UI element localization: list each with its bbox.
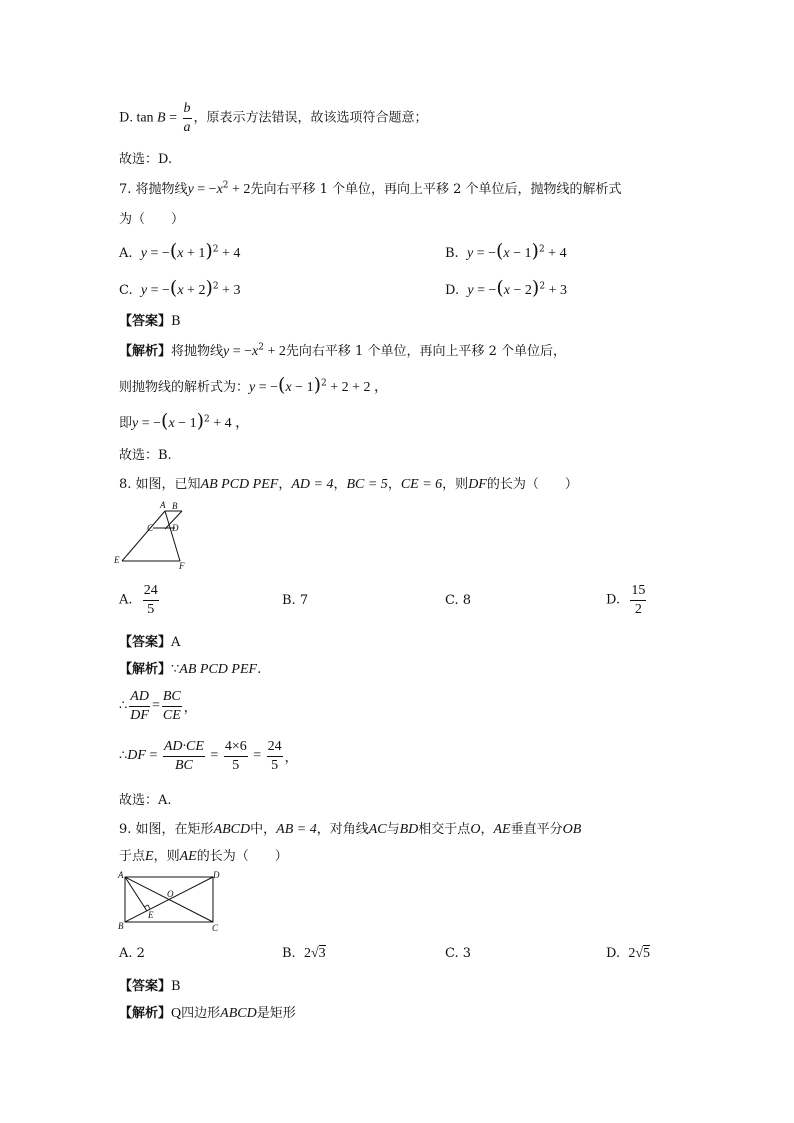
answer-tag: 【答案】 [119,635,172,650]
therefore-symbol: ∴ [119,748,128,764]
option-label: D. [606,592,621,608]
q8-option-b [282,593,308,608]
q8-answer [119,631,180,650]
answer-value: B [171,314,181,329]
answer-tag: 【答案】 [119,979,172,994]
q9-abcd: ABCD [220,1006,257,1021]
analysis-tag: 【解析】 [119,1006,172,1021]
label-d: D [172,523,179,533]
label-e: E [148,910,154,920]
label-a: A [160,500,166,510]
option-value: 3 [462,946,472,961]
q9-analysis-line1 [119,1002,296,1022]
answer-tag: 【答案】 [119,314,172,329]
label-c: C [147,523,154,533]
q9-ab: AB = 4 [276,822,317,837]
option-label: D. [606,946,621,961]
q8-stem: 8. 如图，已知AB PCD PEF，AD = 4，BC = 5，CE = 6，则DF的长为（ ） [119,477,578,492]
q7-analysis-line1: 【解析】将抛物线$y = -x^2 + 2$先向右平移 1 个单位，再向上平移 2 个单位后， [119,342,566,359]
q9-number: 9. [119,822,132,837]
fraction-4x6-5: $\frac{4\times 6}{5}$ [224,739,247,773]
option-label: A. [119,946,133,961]
option-value: 2 [136,946,145,961]
fraction [630,582,646,618]
q8-text-d: 的长为（ ） [486,477,578,492]
q8-text-a: 如图，已知 [135,477,201,492]
segment-af [165,511,180,561]
option-label: C. [119,283,133,298]
q9-stem-line2 [119,845,288,865]
q9-stem-line1 [119,818,581,838]
q9-o: O [470,822,481,837]
q7-analysis-line3: 即$y = -(x - 1)^2 + 4$ ， [119,410,250,432]
q8-figure [112,498,197,570]
q7-stem-line1: 7. 将抛物线$y = -x^2 + 2$先向右平移 1 个单位，再向上平移 2 个单位后，抛物线的解析式 [119,180,622,197]
option-label: B. [282,593,296,608]
label-c: C [212,923,219,933]
q9-ae: AE [493,822,511,837]
fraction [143,582,159,618]
q7-choice: 故选：B. [119,448,172,463]
fraction-bc-ce: $\frac{BC}{CE}$ [162,689,181,723]
fraction-ad-ce-bc: $\frac{AD\cdot CE}{BC}$ [163,739,204,773]
label-f: F [179,561,185,570]
q8-analysis-line1: 【解析】∵AB PCD PEF. [119,662,262,677]
q9-text-b: 中， [250,822,277,837]
q8-analysis-line3: ∴DF = $\frac{AD\cdot CE}{BC}$ = $\frac{4\times 6}{5}$ = $\frac{24}{5}$ ， [119,739,298,773]
numerator: 15 [630,582,646,601]
denominator: 5 [147,601,155,617]
q9-text-f: ， [480,822,494,837]
q8-analysis-line2: ∴ $\frac{AD}{DF}$ = $\frac{BC}{CE}$ ， [119,689,197,723]
option-label: A. [119,246,133,261]
q9-text-c: ，对角线 [316,822,369,837]
q9-text-i: ，则 [153,849,180,864]
fraction-ad-df: $\frac{AD}{DF}$ [130,689,149,723]
option-d-text: ，原表示方法错误，故该选项符合题意； [193,110,428,126]
denominator: 2 [634,601,642,617]
therefore-symbol: ∴ [119,698,128,714]
q9-option-b: B. 2√3 [282,946,326,961]
q9-text-e: 相交于点 [418,822,471,837]
q9-text-j: 的长为（ ） [196,849,288,864]
because-glyph: Q [171,1006,182,1021]
q7-option-d: D. $y = -(x - 2)^2 + 3$ [445,277,567,299]
q9-text-d: 与 [386,822,400,837]
option-label: C. [445,593,459,608]
option-label: B. [445,246,459,261]
option-value: 8 [462,593,472,608]
q9-text-g: 垂直平分 [510,822,563,837]
q8-df: DF [468,477,487,492]
q7-analysis-line2: 则抛物线的解析式为：$y = -(x - 1)^2 + 2 + 2$ ， [119,374,389,396]
q8-ad: AD = 4 [291,477,334,492]
analysis-text: 即 [119,416,133,431]
radicand: 3 [318,946,326,961]
label-b: B [118,921,124,931]
label-d: D [213,870,220,880]
analysis-tag: 【解析】 [119,662,172,677]
q7-option-b: B. $y = -(x - 1)^2 + 4$ [445,240,567,262]
q9-abcd: ABCD [213,822,251,837]
q8-choice: 故选：A. [119,793,172,808]
because-symbol: ∵ [171,662,180,677]
fraction-b-over-a: $\frac{b}{a}$ [183,101,191,135]
option-label: C. [445,946,459,961]
analysis-text: 将抛物线 [171,344,224,359]
q7-option-a: A. $y = -(x + 1)^2 + 4$ [119,240,241,262]
q8-number: 8. [119,477,132,492]
option-label: D [119,110,130,126]
fraction-24-5: $\frac{24}{5}$ [267,739,282,773]
q8-sep: ， [278,477,292,492]
radicand: 5 [643,946,651,961]
q7-option-c: C. $y = -(x + 2)^2 + 3$ [119,277,241,299]
q8-text-c: ，则 [442,477,469,492]
q9-option-a [119,946,145,961]
q9-answer [119,975,181,994]
q9-ac: AC [368,822,387,837]
option-label: A. [119,592,133,608]
q9-figure [114,869,226,933]
q8-option-d [606,582,648,618]
q8-parallel-condition: AB PCD PEF [179,662,258,677]
option-label: B. [282,946,296,961]
q9-ae: AE [179,849,197,864]
q7-stem-line2: 为（ ） [119,212,185,227]
q9-ob: OB [562,822,582,837]
q9-bd: BD [399,822,419,837]
answer-value: B [171,979,181,994]
q7-text-b: 先向右平移 1 个单位，再向上平移 2 个单位后，抛物线的解析式 [250,182,622,197]
option-label: D. [445,283,460,298]
q9-option-d: D. 2√5 [606,946,651,961]
q9-text-h: 于点 [119,849,146,864]
segment-ae [122,511,165,561]
q9-text-a: 如图，在矩形 [135,822,214,837]
q8-bc: BC = 5 [346,477,388,492]
q7-answer [119,310,181,329]
radical-coefficient: 2 [628,946,636,961]
q7-number: 7. [119,182,132,197]
answer-value: A [171,635,181,650]
analysis-text: 则抛物线的解析式为： [119,380,250,395]
label-o: O [167,889,174,899]
numerator: 24 [143,582,159,601]
analysis-text-b: 先向右平移 1 个单位，再向上平移 2 个单位后， [285,344,566,359]
radical-coefficient: 2 [303,946,311,961]
analysis-text: 四边形 [181,1006,221,1021]
analysis-text-b: 是矩形 [256,1006,296,1021]
q9-e: E [145,849,154,864]
q8-option-c [445,593,471,608]
label-a: A [118,870,124,880]
q6-choice: 故选：D. [119,152,173,167]
q8-parallel-condition: AB PCD PEF [200,477,279,492]
option-value: 7 [299,593,309,608]
option-d-tanb-line: D. tan B = $\frac{b}{a}$ ，原表示方法错误，故该选项符合题意； [119,101,428,135]
q8-ce: CE = 6 [400,477,443,492]
q7-text-a: 将抛物线 [135,182,188,197]
analysis-tag: 【解析】 [119,344,172,359]
label-b: B [172,501,178,511]
q8-option-a [119,582,161,618]
label-e: E [114,555,120,565]
q9-option-c [445,946,471,961]
